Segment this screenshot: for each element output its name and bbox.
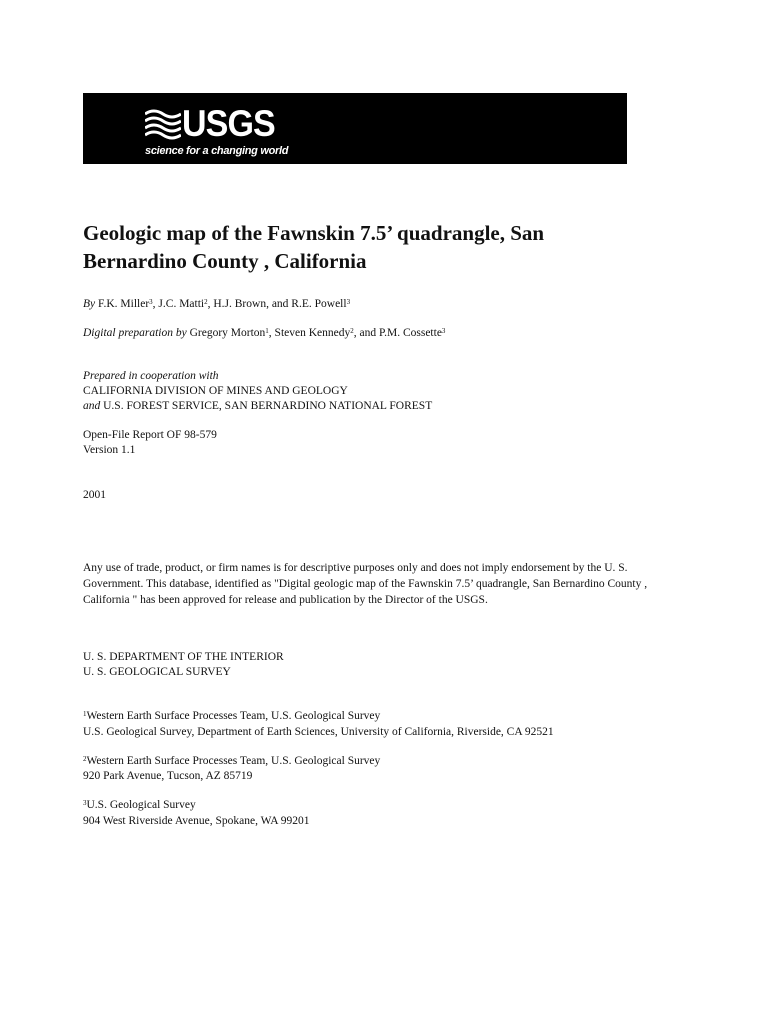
affiliation-1-line-2: U.S. Geological Survey, Department of Earth Sciences, University of California, Riverside, CA 92521 <box>83 726 554 738</box>
usgs-wave-icon <box>145 108 181 142</box>
affiliation-1-num: 1 <box>83 710 87 718</box>
preparer-3-sup: 3 <box>441 327 446 335</box>
cooperation-lead: Prepared in cooperation with <box>83 370 219 382</box>
usgs-logo-wordmark: USGS <box>182 103 275 144</box>
title-line-1: Geologic map of the Fawnskin 7.5’ quadrangle, San <box>83 221 545 245</box>
report-version: Version 1.1 <box>83 444 136 456</box>
affiliation-3-text-1: U.S. Geological Survey <box>86 799 196 811</box>
author-3-sup: 3 <box>346 298 351 306</box>
usgs-logo-tagline: science for a changing world <box>145 145 289 157</box>
author-1: F.K. Miller <box>98 298 150 310</box>
document-title <box>83 219 643 275</box>
preparer-3: , and P.M. Cossette <box>353 327 442 339</box>
usgs-banner <box>83 93 627 164</box>
affiliation-1-text-1: Western Earth Surface Processes Team, U.S. Geological Survey <box>86 710 381 722</box>
cooperation-org-1: CALIFORNIA DIVISION OF MINES AND GEOLOGY <box>83 385 348 397</box>
affiliation-2-text-1: Western Earth Surface Processes Team, U.S. Geological Survey <box>86 755 381 767</box>
author-2: , J.C. Matti <box>152 298 205 310</box>
affiliation-3-line-2: 904 West Riverside Avenue, Spokane, WA 99201 <box>83 815 310 827</box>
preparer-1: Gregory Morton <box>186 327 266 339</box>
digital-prep-line <box>83 326 445 341</box>
cooperation-org-2-line <box>83 399 432 414</box>
department-line-1: U. S. DEPARTMENT OF THE INTERIOR <box>83 651 284 663</box>
affiliation-1-line-1 <box>83 709 380 724</box>
preparer-2-sup: 2 <box>350 327 354 335</box>
report-number: Open-File Report OF 98-579 <box>83 429 217 441</box>
title-line-2: Bernardino County , California <box>83 249 367 273</box>
affiliation-2-line-2: 920 Park Avenue, Tucson, AZ 85719 <box>83 770 253 782</box>
digital-prep-lead: Digital preparation by <box>83 327 187 339</box>
authors-line <box>83 297 350 312</box>
author-2-sup: 2 <box>204 298 208 306</box>
cooperation-and: and <box>83 400 101 412</box>
cooperation-org-2: U.S. FOREST SERVICE, SAN BERNARDINO NATIONAL FOREST <box>100 400 433 412</box>
disclaimer: Any use of trade, product, or firm names is for descriptive purposes only and does not imply endorsement by the U. S. Government. This database, identified as "Digital geologic map of the Fawnskin 7.5’ quadrangle, San Bernardino County , California " has been approved for release and publication by the Director of the USGS. <box>83 562 648 606</box>
preparer-2: , Steven Kennedy <box>268 327 351 339</box>
publication-year: 2001 <box>83 489 106 501</box>
department-line-2: U. S. GEOLOGICAL SURVEY <box>83 666 231 678</box>
usgs-logo <box>145 102 305 162</box>
affiliation-3-num: 3 <box>83 799 87 807</box>
affiliation-2-num: 2 <box>83 755 87 763</box>
affiliation-3-line-1 <box>83 798 196 813</box>
author-3: , H.J. Brown, and R.E. Powell <box>207 298 347 310</box>
affiliation-2-line-1 <box>83 754 380 769</box>
authors-by: By <box>83 298 96 310</box>
author-1-sup: 3 <box>149 298 153 306</box>
preparer-1-sup: 1 <box>265 327 269 335</box>
